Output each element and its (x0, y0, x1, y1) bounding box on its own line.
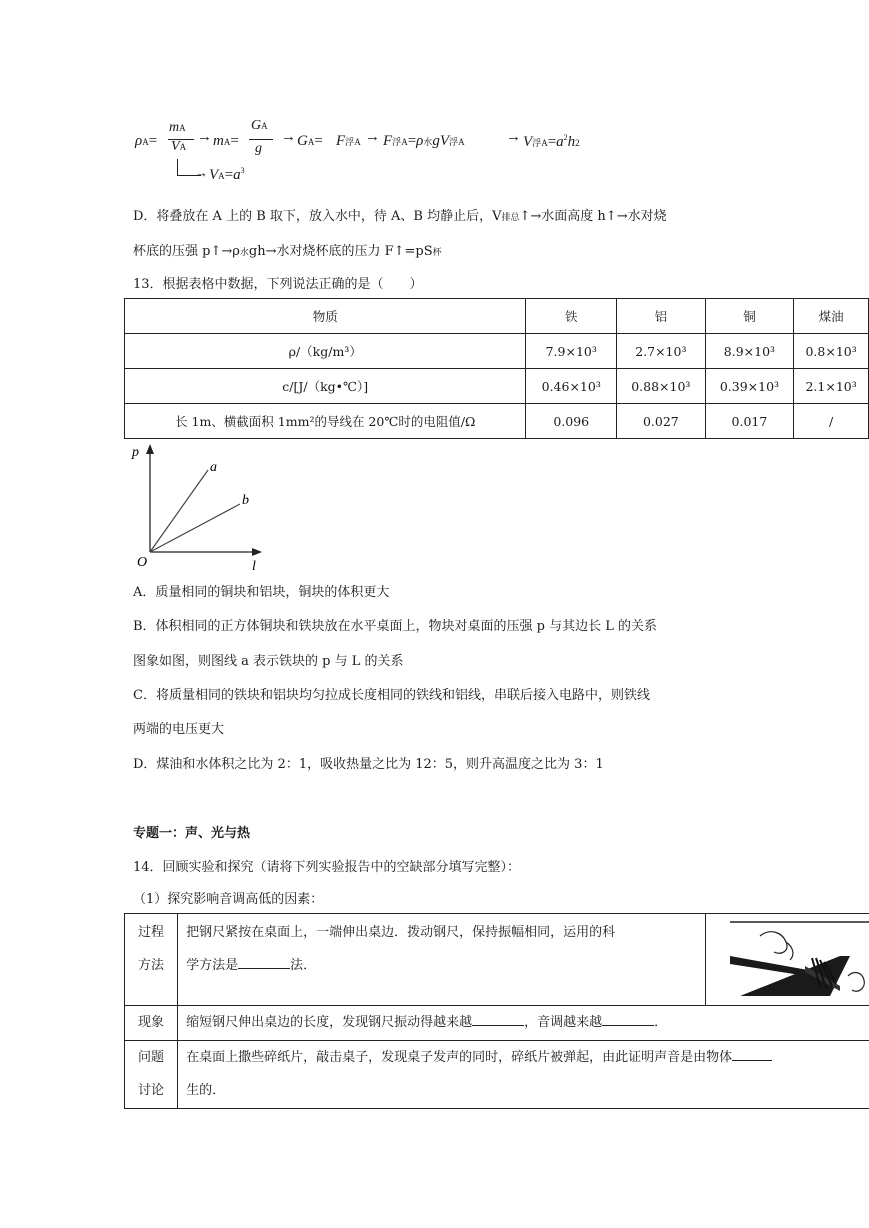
process-label (125, 914, 178, 1006)
question-14-part-1: （1）探究影响音调高低的因素： (133, 892, 324, 907)
option-d: D．煤油和水体积之比为 2：1，吸收热量之比为 12：5，则升高温度之比为 3：1 (133, 757, 604, 772)
discussion-text-line-1: 在桌面上撒些碎纸片，敲击桌子，发现桌子发声的同时，碎纸片被弹起，由此证明声音是由物体 (186, 1041, 869, 1074)
prev-option-d-line-2: 杯底的压强 p↑→ρ水gh→水对烧杯底的压力 F↑=pS杯 (133, 244, 442, 259)
process-label-1: 过程 (138, 925, 165, 940)
cell: 0.46×10³ (526, 369, 617, 404)
table-row (125, 334, 869, 369)
header-aluminum: 铝 (617, 299, 706, 334)
y-axis-arrow (146, 444, 154, 454)
arrow-5: → (195, 165, 208, 180)
table-row (125, 404, 869, 439)
formula-rho-a: ρA= (135, 133, 158, 149)
prev-option-d-line-1: D．将叠放在 A 上的 B 取下，放入水中，待 A、B 均静止后，V排总↑→水面高度 h↑→水对烧 (133, 209, 667, 224)
line-a (150, 470, 208, 552)
origin-label: O (137, 555, 148, 570)
process-text-line-1: 把钢尺紧按在桌面上，一端伸出桌边．拨动钢尺，保持振幅相同，运用的科 (186, 925, 616, 940)
row-label: 长 1m、横截面积 1mm²的导线在 20℃时的电阻值/Ω (125, 404, 526, 439)
ruler-experiment-image (720, 916, 869, 1004)
line-b (150, 504, 240, 552)
topic-heading: 专题一：声、光与热 (133, 826, 251, 841)
table-row (125, 369, 869, 404)
formula-ma-numerator: mA (169, 120, 186, 135)
formula-ga: GA= (297, 133, 323, 149)
discussion-text-line-2: 生的． (186, 1083, 226, 1098)
x-axis-label: l (252, 559, 256, 572)
header-substance: 物质 (125, 299, 526, 334)
option-b-line-2: 图象如图，则图线 a 表示铁块的 p 与 L 的关系 (133, 654, 404, 669)
formula-chain (133, 115, 613, 195)
question-13: 13．根据表格中数据，下列说法正确的是（ ） (133, 277, 423, 292)
fraction-bar-2 (249, 139, 273, 140)
line-a-label: a (210, 460, 217, 475)
material-table (124, 298, 869, 439)
cell: 0.017 (705, 404, 794, 439)
option-a: A．质量相同的铜块和铝块，铜块的体积更大 (133, 585, 390, 600)
option-c-line-1: C．将质量相同的铁块和铝块均匀拉成长度相同的铁线和铝线，串联后接入电路中，则铁线 (133, 688, 650, 703)
row-label: ρ/（kg/m³） (125, 334, 526, 369)
cell: 0.027 (617, 404, 706, 439)
option-c-line-2: 两端的电压更大 (133, 722, 225, 737)
phenomenon-row (125, 1006, 869, 1041)
arrow-3: → (365, 129, 380, 145)
header-kerosene: 煤油 (794, 299, 869, 334)
question-14: 14．回顾实验和探究（请将下列实验报告中的空缺部分填写完整）： (133, 860, 521, 875)
table-header-row (125, 299, 869, 334)
formula-ma: mA= (213, 133, 239, 149)
arrow-1: → (197, 129, 212, 145)
discussion-text (178, 1041, 869, 1109)
cell: 7.9×10³ (526, 334, 617, 369)
cell: 0.39×10³ (705, 369, 794, 404)
line-b-label: b (242, 493, 249, 508)
formula-g-denominator: g (255, 141, 262, 156)
discussion-label-2: 讨论 (138, 1083, 165, 1098)
phenomenon-label: 现象 (125, 1006, 178, 1041)
header-iron: 铁 (526, 299, 617, 334)
row-label: c/[J/（kg•℃）] (125, 369, 526, 404)
p-l-graph (128, 440, 268, 572)
formula-va-cube: $VA=a^3$ (209, 166, 245, 183)
phenomenon-text: 缩短钢尺伸出桌边的长度，发现钢尺振动得越来越 ，音调越来越 ． (178, 1006, 869, 1041)
process-label-2: 方法 (138, 958, 165, 973)
header-copper: 铜 (705, 299, 794, 334)
option-b-line-1: B．体积相同的正方体铜块和铁块放在水平桌面上，物块对桌面的压强 p 与其边长 L 的关系 (133, 619, 658, 634)
formula-f-buoyancy: F浮A (336, 133, 361, 149)
y-axis-label: p (132, 445, 139, 460)
arrow-2: → (281, 129, 296, 145)
formula-f-buoyancy-2: F浮A=ρ水gV浮A (383, 133, 465, 149)
cell: 0.88×10³ (617, 369, 706, 404)
branch-vertical (177, 159, 178, 175)
blank-method[interactable] (238, 968, 290, 969)
cell: 2.7×10³ (617, 334, 706, 369)
formula-v-displaced: V浮$A=a^2h2$ (523, 133, 580, 150)
process-text-line-2: 学方法是 法． (186, 958, 317, 973)
discussion-label-1: 问题 (138, 1050, 165, 1065)
cell: / (794, 404, 869, 439)
experiment-report-table (124, 913, 869, 1109)
blank-vibration[interactable] (472, 1025, 524, 1026)
cell: 2.1×10³ (794, 369, 869, 404)
process-text (178, 914, 705, 1006)
discussion-label (125, 1041, 178, 1109)
blank-pitch[interactable] (602, 1025, 654, 1026)
blank-vibration-cause[interactable] (732, 1060, 772, 1061)
arrow-4: → (506, 129, 521, 145)
x-axis-arrow (252, 548, 262, 556)
formula-ga-numerator: GA (251, 118, 268, 133)
cell: 0.096 (526, 404, 617, 439)
ruler-image-cell (705, 914, 869, 1006)
cell: 0.8×10³ (794, 334, 869, 369)
discussion-row (125, 1041, 869, 1109)
formula-va-denominator: VA (171, 139, 187, 154)
cell: 8.9×10³ (705, 334, 794, 369)
process-row (125, 914, 869, 1006)
